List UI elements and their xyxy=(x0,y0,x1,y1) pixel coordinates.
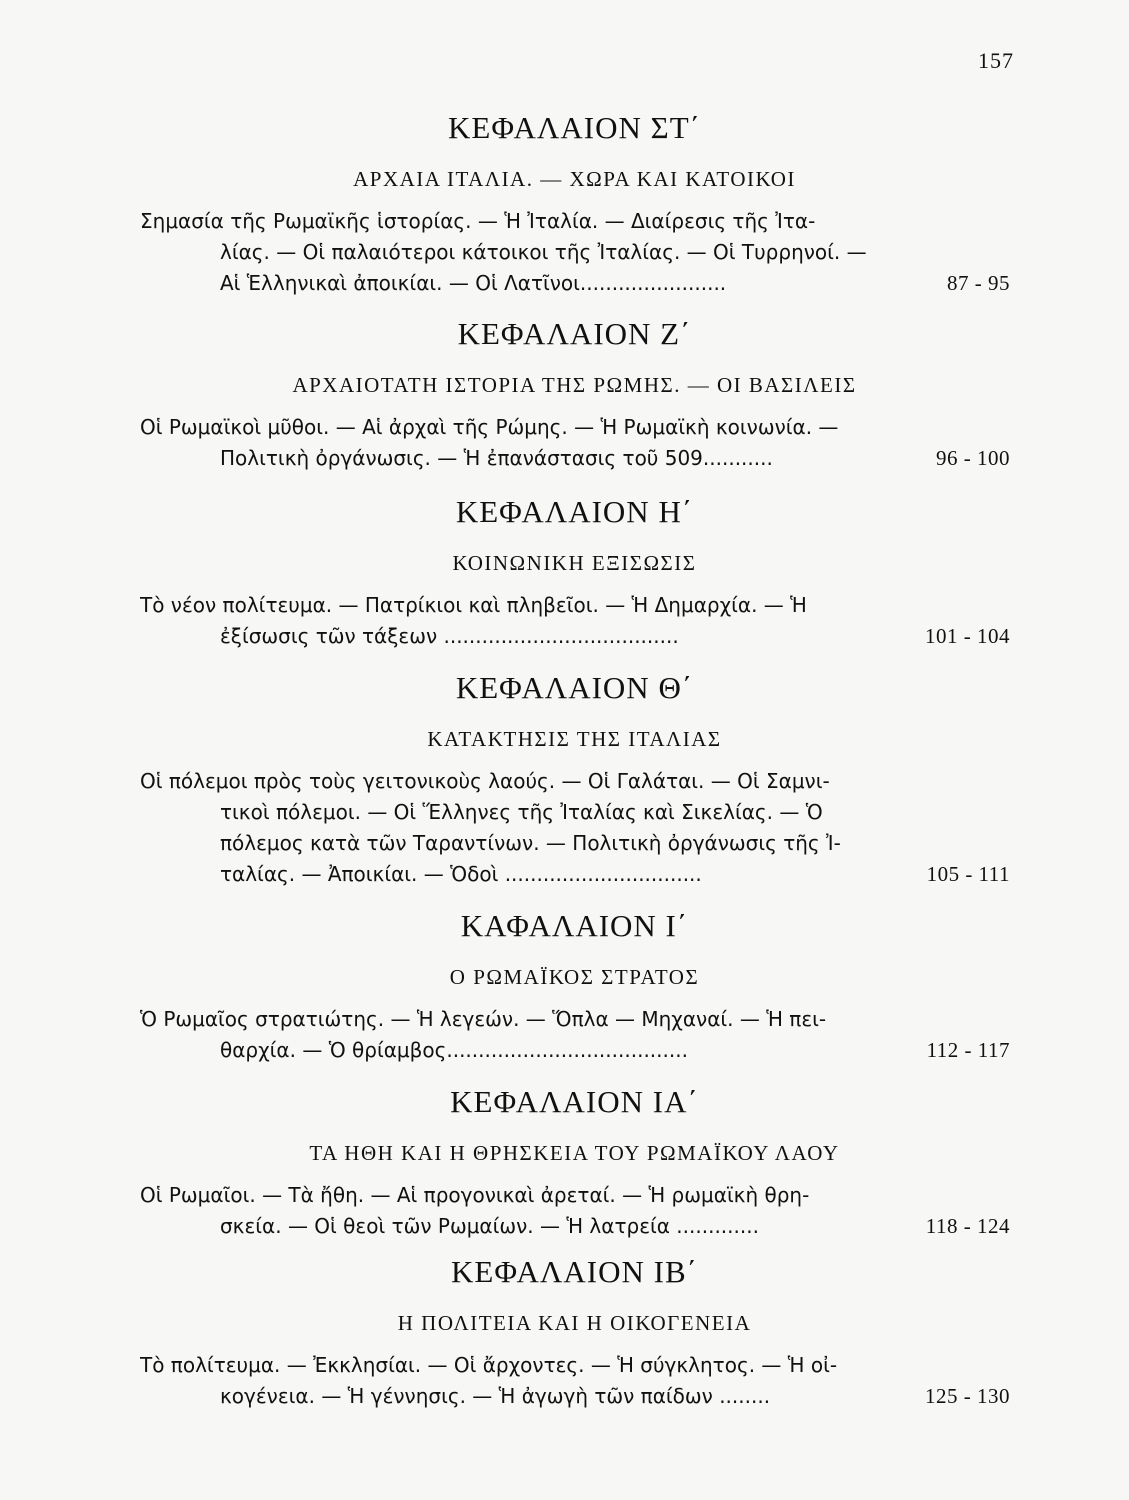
page-range: 101 - 104 xyxy=(925,624,1010,648)
summary-line: τικοὶ πόλεμοι. — Οἱ Ἕλληνες τῆς Ἰταλίας καὶ Σικελίας. — Ὁ xyxy=(220,800,823,824)
chapter-subtitle: ΤΑ ΗΘΗ ΚΑΙ Η ΘΡΗΣΚΕΙΑ ΤΟΥ ΡΩΜΑΪΚΟΥ ΛΑΟΥ xyxy=(309,1141,840,1165)
page-range: 96 - 100 xyxy=(936,446,1010,470)
summary-line: Σημασία τῆς Ρωμαϊκῆς ἱστορίας. — Ἡ Ἰταλία. — Διαίρεσις τῆς Ἰτα- xyxy=(140,209,816,233)
chapter-heading: ΚΕΦΑΛΑΙΟΝ Θ΄ xyxy=(455,670,694,705)
page-number: 157 xyxy=(978,48,1014,73)
chapter-subtitle: ΚΟΙΝΩΝΙΚΗ ΕΞΙΣΩΣΙΣ xyxy=(452,551,697,575)
chapter-summary xyxy=(140,590,1010,652)
chapter-section xyxy=(0,494,1129,652)
chapter-subtitle: Ο ΡΩΜΑΪΚΟΣ ΣΤΡΑΤΟΣ xyxy=(449,965,700,989)
summary-line: Ὁ Ρωμαῖος στρατιώτης. — Ἡ λεγεών. — Ὅπλα — Μηχαναί. — Ἡ πει- xyxy=(140,1007,827,1031)
summary-line: ταλίας. — Ἀποικίαι. — Ὁδοὶ ............................... xyxy=(220,862,702,886)
chapter-heading: ΚΕΦΑΛΑΙΟΝ Ζ΄ xyxy=(457,316,692,351)
summary-line: Τὸ νέον πολίτευμα. — Πατρίκιοι καὶ πληβεῖοι. — Ἡ Δημαρχία. — Ἡ xyxy=(140,593,807,617)
summary-line: Οἱ Ρωμαῖοι. — Τὰ ἤθη. — Αἱ προγονικαὶ ἀρεταί. — Ἡ ρωμαϊκὴ θρη- xyxy=(140,1183,810,1207)
chapter-section xyxy=(0,670,1129,890)
summary-line: Οἱ Ρωμαϊκοὶ μῦθοι. — Αἱ ἀρχαὶ τῆς Ρώμης. — Ἡ Ρωμαϊκὴ κοινωνία. — xyxy=(140,415,839,439)
summary-line: ἐξίσωσις τῶν τάξεων ..................................... xyxy=(220,624,679,648)
page-range: 105 - 111 xyxy=(926,862,1010,886)
chapter-summary xyxy=(140,206,1010,299)
page-range: 112 - 117 xyxy=(926,1038,1010,1062)
chapter-section xyxy=(0,316,1129,474)
summary-line: Πολιτικὴ ὀργάνωσις. — Ἡ ἐπανάστασις τοῦ 509........... xyxy=(220,446,773,470)
chapter-subtitle: ΑΡΧΑΙΟΤΑΤΗ ΙΣΤΟΡΙΑ ΤΗΣ ΡΩΜΗΣ. — ΟΙ ΒΑΣΙΛΕΙΣ xyxy=(292,373,857,397)
chapter-section xyxy=(0,1084,1129,1242)
summary-line: Αἱ Ἑλληνικαὶ ἀποικίαι. — Οἱ Λατῖνοι....................... xyxy=(220,271,727,295)
summary-line: πόλεμος κατὰ τῶν Ταραντίνων. — Πολιτικὴ ὀργάνωσις τῆς Ἰ- xyxy=(220,831,841,855)
chapter-summary xyxy=(140,412,1010,474)
summary-line: σκεία. — Οἱ θεοὶ τῶν Ρωμαίων. — Ἡ λατρεία ............. xyxy=(220,1214,759,1238)
chapter-summary xyxy=(140,1350,1010,1412)
page-range: 118 - 124 xyxy=(925,1214,1010,1238)
summary-line: Οἱ πόλεμοι πρὸς τοὺς γειτονικοὺς λαούς. — Οἱ Γαλάται. — Οἱ Σαμνι- xyxy=(140,769,830,793)
chapter-summary xyxy=(140,1004,1010,1066)
summary-line: κογένεια. — Ἡ γέννησις. — Ἡ ἀγωγὴ τῶν παίδων ........ xyxy=(220,1384,771,1408)
summary-line: Τὸ πολίτευμα. — Ἐκκλησίαι. — Οἱ ἄρχοντες. — Ἡ σύγκλητος. — Ἡ οἰ- xyxy=(140,1353,838,1377)
chapter-section xyxy=(0,110,1129,299)
chapter-summary xyxy=(140,766,1010,890)
chapter-section xyxy=(0,1254,1129,1412)
chapter-heading: ΚΕΦΑΛΑΙΟΝ Η΄ xyxy=(455,494,694,529)
chapter-heading: ΚΕΦΑΛΑΙΟΝ ΙΑ΄ xyxy=(450,1084,699,1119)
chapter-heading: ΚΑΦΑΛΑΙΟΝ Ι΄ xyxy=(460,908,689,943)
chapter-heading: ΚΕΦΑΛΑΙΟΝ ΣΤ΄ xyxy=(448,110,701,145)
chapter-subtitle: Η ΠΟΛΙΤΕΙΑ ΚΑΙ Η ΟΙΚΟΓΕΝΕΙΑ xyxy=(397,1311,752,1335)
chapter-subtitle: ΚΑΤΑΚΤΗΣΙΣ ΤΗΣ ΙΤΑΛΙΑΣ xyxy=(427,727,722,751)
chapter-section xyxy=(0,908,1129,1066)
chapter-heading: ΚΕΦΑΛΑΙΟΝ ΙΒ΄ xyxy=(451,1254,698,1289)
chapter-summary xyxy=(140,1180,1010,1242)
summary-line: θαρχία. — Ὁ θρίαμβος...................................... xyxy=(220,1038,688,1062)
page-range: 87 - 95 xyxy=(947,271,1010,295)
chapter-subtitle: ΑΡΧΑΙΑ ΙΤΑΛΙΑ. — ΧΩΡΑ ΚΑΙ ΚΑΤΟΙΚΟΙ xyxy=(353,167,796,191)
summary-line: λίας. — Οἱ παλαιότεροι κάτοικοι τῆς Ἰταλίας. — Οἱ Τυρρηνοί. — xyxy=(220,240,867,264)
page-range: 125 - 130 xyxy=(925,1384,1010,1408)
